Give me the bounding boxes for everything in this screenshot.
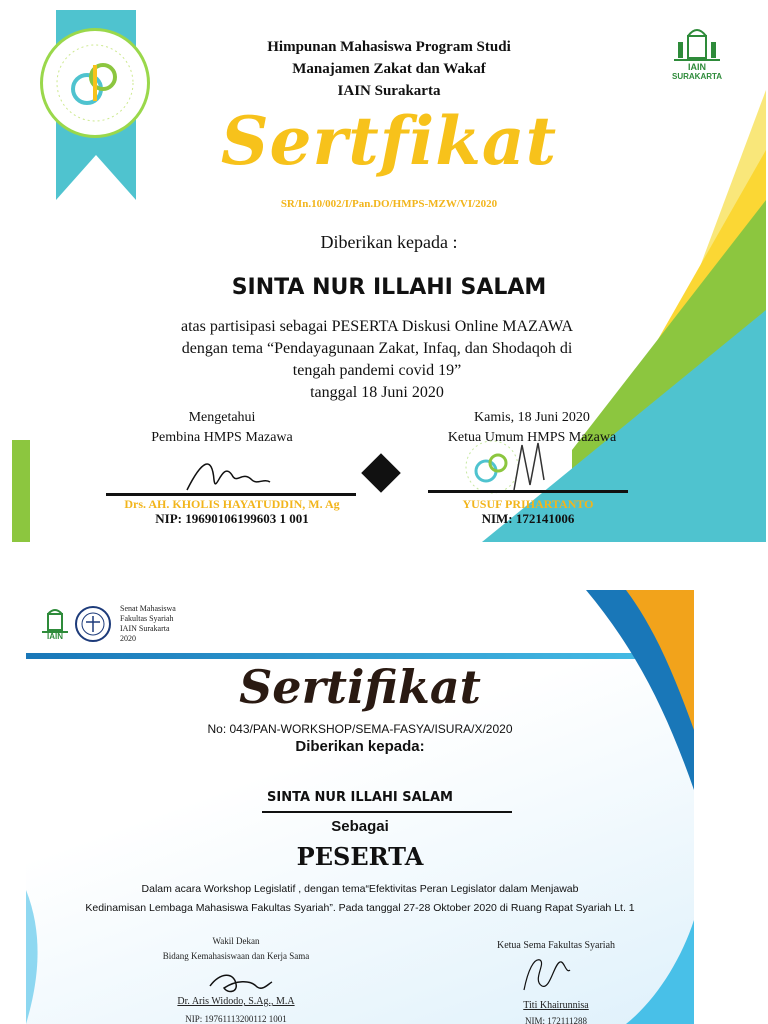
faculty-emblem-icon: [74, 604, 112, 644]
certificate-number: No: 043/PAN-WORKSHOP/SEMA-FASYA/ISURA/X/2020: [207, 722, 513, 736]
right-signer-id: NIM: 172111288: [524, 1016, 588, 1024]
certificate-description: [36, 880, 684, 918]
left-signature-scribble: [206, 966, 276, 998]
left-signature-scribble: [182, 450, 272, 495]
left-role-1: Mengetahui: [188, 410, 256, 425]
right-role: Ketua Sema Fakultas Syariah: [496, 940, 616, 951]
right-signer-id: NIM: 172141006: [481, 511, 575, 526]
left-signer-name: Dr. Aris Widodo, S.Ag., M.A: [177, 996, 295, 1007]
left-signer-id: NIP: 19761113200112 1001: [185, 1014, 287, 1024]
given-to-label: Diberikan kepada :: [320, 232, 458, 252]
description-line-2: dengan tema “Pendayagunaan Zakat, Infaq, dan Shodaqoh di: [181, 340, 573, 357]
recipient-name: SINTA NUR ILLAHI SALAM: [267, 790, 453, 805]
right-signature-line: [428, 490, 628, 493]
right-signature-scribble: [514, 950, 574, 998]
org-line-3: IAIN Surakarta: [337, 83, 441, 99]
left-signer-name: Drs. AH. KHOLIS HAYATUDDIN, M. Ag: [124, 497, 340, 511]
certificate-title: Sertifikat: [239, 660, 481, 714]
right-stamp-logo-icon: [452, 435, 562, 495]
as-label: Sebagai: [331, 818, 389, 835]
description-line-1: atas partisipasi sebagai PESERTA Diskusi Online MAZAWA: [181, 318, 573, 335]
description-line-4: tanggal 18 Juni 2020: [310, 384, 444, 401]
left-signer-id: NIP: 19690106199603 1 001: [155, 511, 309, 526]
right-role: Ketua Umum HMPS Mazawa: [447, 430, 617, 445]
recipient-underline: [262, 811, 512, 813]
certificate-description: [122, 316, 632, 404]
certificate-title: Sertfikat: [220, 102, 558, 180]
description-line-3: tengah pandemi covid 19”: [292, 362, 462, 379]
certificate-sema: [26, 590, 694, 1024]
org-line-1: Himpunan Mahasiswa Program Studi: [267, 39, 511, 55]
left-signature-line: [106, 493, 356, 496]
iain-logo-abbr: IAIN: [47, 632, 63, 641]
left-role-1: Wakil Dekan: [212, 936, 260, 946]
org-line-3: IAIN Surakarta: [120, 624, 170, 633]
right-signer-name: YUSUF PRIHARTANTO: [462, 497, 594, 511]
left-role-2: Pembina HMPS Mazawa: [151, 430, 293, 445]
left-signature-roles: [102, 408, 342, 448]
description-line-2: Kedinamisan Lembaga Mahasiswa Fakultas Syariah”. Pada tanggal 27-28 Oktober 2020 di Ruang Rapat Syariah Lt. 1: [85, 902, 635, 914]
role-label: PESERTA: [296, 842, 424, 871]
org-line-2: Manajamen Zakat dan Wakaf: [292, 61, 486, 77]
org-line-2: Fakultas Syariah: [120, 614, 174, 623]
right-signer-name: Titi Khairunnisa: [523, 1000, 589, 1011]
logo-abbr: IAIN: [688, 62, 706, 72]
org-line-4: 2020: [120, 634, 136, 643]
description-line-1: Dalam acara Workshop Legislatif , dengan tema“Efektivitas Peran Legislator dalam Menjawab: [141, 883, 579, 895]
org-heading: [12, 36, 766, 102]
certificate-number: SR/In.10/002/I/Pan.DO/HMPS-MZW/VI/2020: [280, 198, 498, 210]
right-date: Kamis, 18 Juni 2020: [474, 410, 590, 425]
org-heading: [120, 604, 176, 644]
left-role-2: Bidang Kemahasiswaan dan Kerja Sama: [162, 951, 310, 961]
logo-caption: SURAKARTA: [672, 72, 723, 81]
given-to-label: Diberikan kepada:: [295, 738, 425, 755]
org-line-1: Senat Mahasiswa: [120, 604, 176, 613]
recipient-name: SINTA NUR ILLAHI SALAM: [231, 275, 547, 300]
certificate-mazawa: [12, 10, 766, 542]
